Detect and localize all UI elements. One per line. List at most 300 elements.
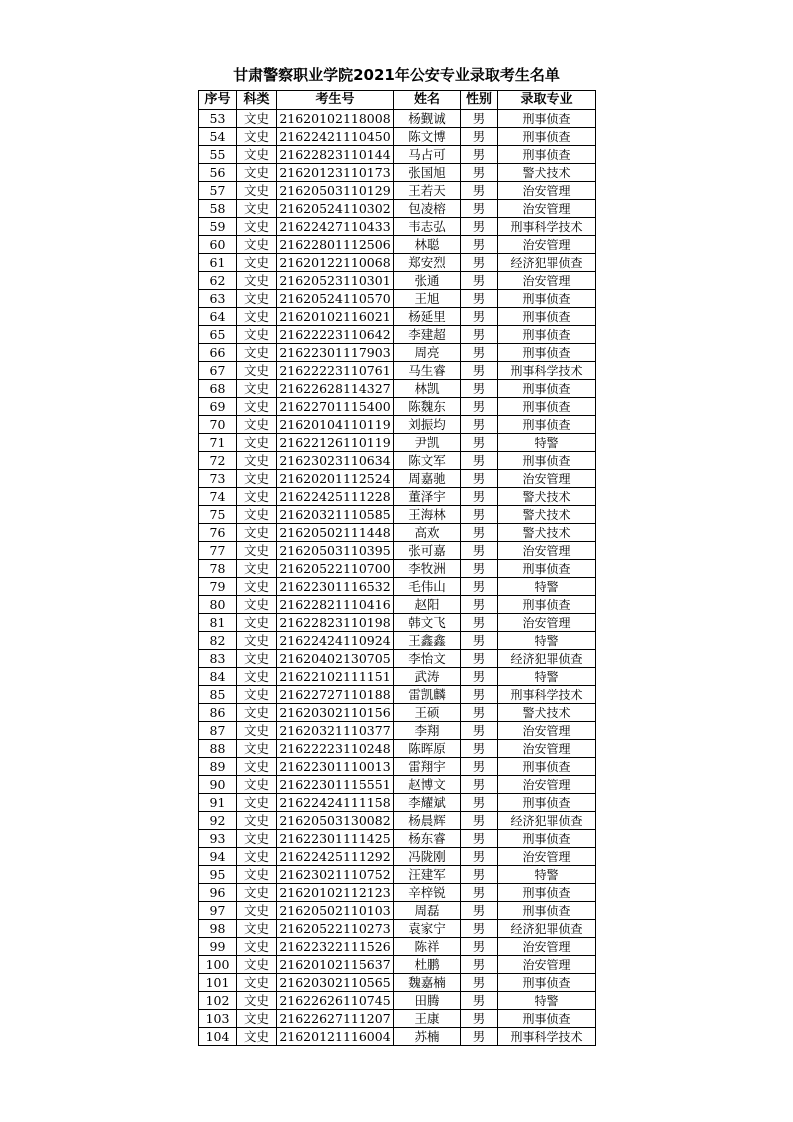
table-row	[199, 560, 596, 578]
row-gender: 男	[461, 560, 498, 578]
row-exam-number: 21622427110433	[277, 218, 394, 236]
row-major: 特警	[498, 866, 596, 884]
row-exam-number: 21620201112524	[277, 470, 394, 488]
row-index: 58	[199, 200, 237, 218]
table-row	[199, 182, 596, 200]
row-major: 刑事侦查	[498, 146, 596, 164]
row-index: 60	[199, 236, 237, 254]
row-index: 53	[199, 110, 237, 128]
row-gender: 男	[461, 452, 498, 470]
row-name: 郑安烈	[394, 254, 461, 272]
row-exam-number: 21622301110013	[277, 758, 394, 776]
row-category: 文史	[237, 110, 277, 128]
row-category: 文史	[237, 146, 277, 164]
row-major: 刑事侦查	[498, 452, 596, 470]
row-gender: 男	[461, 506, 498, 524]
row-category: 文史	[237, 488, 277, 506]
row-exam-number: 21622823110198	[277, 614, 394, 632]
row-gender: 男	[461, 254, 498, 272]
table-row	[199, 146, 596, 164]
row-exam-number: 21620104110119	[277, 416, 394, 434]
row-exam-number: 21620102116021	[277, 308, 394, 326]
admission-table	[198, 90, 596, 1046]
table-row	[199, 164, 596, 182]
row-gender: 男	[461, 812, 498, 830]
row-index: 66	[199, 344, 237, 362]
row-index: 77	[199, 542, 237, 560]
table-row	[199, 956, 596, 974]
row-category: 文史	[237, 614, 277, 632]
row-index: 56	[199, 164, 237, 182]
table-row	[199, 128, 596, 146]
row-index: 82	[199, 632, 237, 650]
row-major: 刑事侦查	[498, 110, 596, 128]
row-name: 张可嘉	[394, 542, 461, 560]
row-gender: 男	[461, 182, 498, 200]
row-exam-number: 21620503110395	[277, 542, 394, 560]
row-major: 刑事侦查	[498, 308, 596, 326]
row-gender: 男	[461, 956, 498, 974]
table-row	[199, 758, 596, 776]
row-gender: 男	[461, 866, 498, 884]
table-row	[199, 362, 596, 380]
row-exam-number: 21620321110585	[277, 506, 394, 524]
row-major: 经济犯罪侦查	[498, 650, 596, 668]
row-major: 刑事科学技术	[498, 218, 596, 236]
table-row	[199, 488, 596, 506]
row-name: 周磊	[394, 902, 461, 920]
row-name: 汪建军	[394, 866, 461, 884]
table-row	[199, 344, 596, 362]
row-major: 治安管理	[498, 938, 596, 956]
row-category: 文史	[237, 794, 277, 812]
table-row	[199, 848, 596, 866]
table-row	[199, 470, 596, 488]
row-gender: 男	[461, 596, 498, 614]
row-major: 治安管理	[498, 956, 596, 974]
row-index: 78	[199, 560, 237, 578]
row-name: 陈晖原	[394, 740, 461, 758]
table-row	[199, 902, 596, 920]
row-major: 刑事侦查	[498, 830, 596, 848]
row-major: 刑事侦查	[498, 560, 596, 578]
row-gender: 男	[461, 902, 498, 920]
row-exam-number: 21620102118008	[277, 110, 394, 128]
table-row	[199, 200, 596, 218]
row-exam-number: 21620302110156	[277, 704, 394, 722]
row-index: 94	[199, 848, 237, 866]
row-gender: 男	[461, 884, 498, 902]
table-row	[199, 830, 596, 848]
row-name: 王硕	[394, 704, 461, 722]
row-major: 刑事侦查	[498, 326, 596, 344]
row-category: 文史	[237, 524, 277, 542]
table-row	[199, 614, 596, 632]
row-gender: 男	[461, 992, 498, 1010]
row-exam-number: 21620102112123	[277, 884, 394, 902]
row-name: 陈魏东	[394, 398, 461, 416]
row-name: 陈文博	[394, 128, 461, 146]
column-header-name: 姓名	[394, 91, 461, 110]
column-header-major: 录取专业	[498, 91, 596, 110]
row-major: 警犬技术	[498, 704, 596, 722]
row-exam-number: 21620321110377	[277, 722, 394, 740]
row-category: 文史	[237, 182, 277, 200]
row-name: 杨晨辉	[394, 812, 461, 830]
row-gender: 男	[461, 416, 498, 434]
row-major: 特警	[498, 992, 596, 1010]
row-index: 102	[199, 992, 237, 1010]
row-index: 74	[199, 488, 237, 506]
row-major: 刑事科学技术	[498, 1028, 596, 1046]
table-row	[199, 254, 596, 272]
row-category: 文史	[237, 884, 277, 902]
row-index: 98	[199, 920, 237, 938]
row-gender: 男	[461, 344, 498, 362]
row-gender: 男	[461, 326, 498, 344]
row-gender: 男	[461, 362, 498, 380]
row-index: 86	[199, 704, 237, 722]
row-exam-number: 21622701115400	[277, 398, 394, 416]
row-exam-number: 21622223110248	[277, 740, 394, 758]
row-index: 54	[199, 128, 237, 146]
row-exam-number: 21622424110924	[277, 632, 394, 650]
row-index: 61	[199, 254, 237, 272]
row-name: 尹凯	[394, 434, 461, 452]
row-exam-number: 21620302110565	[277, 974, 394, 992]
row-exam-number: 21620123110173	[277, 164, 394, 182]
row-name: 陈文军	[394, 452, 461, 470]
row-gender: 男	[461, 740, 498, 758]
row-category: 文史	[237, 740, 277, 758]
row-index: 57	[199, 182, 237, 200]
row-major: 刑事侦查	[498, 416, 596, 434]
table-row	[199, 416, 596, 434]
row-category: 文史	[237, 542, 277, 560]
row-name: 张国旭	[394, 164, 461, 182]
row-index: 63	[199, 290, 237, 308]
table-row	[199, 884, 596, 902]
row-major: 治安管理	[498, 722, 596, 740]
row-category: 文史	[237, 632, 277, 650]
row-category: 文史	[237, 956, 277, 974]
row-exam-number: 21620502110103	[277, 902, 394, 920]
row-name: 包凌榕	[394, 200, 461, 218]
row-gender: 男	[461, 308, 498, 326]
row-gender: 男	[461, 650, 498, 668]
table-row	[199, 380, 596, 398]
row-gender: 男	[461, 848, 498, 866]
row-gender: 男	[461, 128, 498, 146]
table-row	[199, 776, 596, 794]
row-index: 67	[199, 362, 237, 380]
table-row	[199, 1028, 596, 1046]
row-major: 治安管理	[498, 182, 596, 200]
row-gender: 男	[461, 974, 498, 992]
row-name: 杨延里	[394, 308, 461, 326]
row-major: 刑事科学技术	[498, 362, 596, 380]
row-name: 陈祥	[394, 938, 461, 956]
table-row	[199, 920, 596, 938]
row-gender: 男	[461, 380, 498, 398]
row-index: 100	[199, 956, 237, 974]
row-gender: 男	[461, 164, 498, 182]
row-exam-number: 21620402130705	[277, 650, 394, 668]
row-category: 文史	[237, 290, 277, 308]
row-name: 刘振均	[394, 416, 461, 434]
row-name: 高欢	[394, 524, 461, 542]
row-major: 警犬技术	[498, 506, 596, 524]
row-major: 刑事侦查	[498, 884, 596, 902]
row-category: 文史	[237, 902, 277, 920]
row-index: 76	[199, 524, 237, 542]
table-row	[199, 866, 596, 884]
row-name: 李耀斌	[394, 794, 461, 812]
row-category: 文史	[237, 1028, 277, 1046]
row-index: 83	[199, 650, 237, 668]
row-name: 杜鹏	[394, 956, 461, 974]
row-exam-number: 21622425111228	[277, 488, 394, 506]
row-gender: 男	[461, 1028, 498, 1046]
table-row	[199, 110, 596, 128]
row-name: 王旭	[394, 290, 461, 308]
row-name: 李怡文	[394, 650, 461, 668]
row-category: 文史	[237, 380, 277, 398]
row-category: 文史	[237, 236, 277, 254]
table-row	[199, 794, 596, 812]
row-category: 文史	[237, 434, 277, 452]
row-category: 文史	[237, 758, 277, 776]
row-name: 林凯	[394, 380, 461, 398]
row-index: 79	[199, 578, 237, 596]
row-category: 文史	[237, 704, 277, 722]
table-row	[199, 704, 596, 722]
row-name: 张通	[394, 272, 461, 290]
row-major: 特警	[498, 578, 596, 596]
table-row	[199, 812, 596, 830]
row-index: 72	[199, 452, 237, 470]
row-index: 64	[199, 308, 237, 326]
row-exam-number: 21622801112506	[277, 236, 394, 254]
row-index: 101	[199, 974, 237, 992]
row-name: 王海林	[394, 506, 461, 524]
row-major: 特警	[498, 668, 596, 686]
row-name: 董泽宇	[394, 488, 461, 506]
row-index: 59	[199, 218, 237, 236]
table-row	[199, 596, 596, 614]
row-major: 警犬技术	[498, 164, 596, 182]
row-name: 苏楠	[394, 1028, 461, 1046]
row-gender: 男	[461, 830, 498, 848]
row-index: 93	[199, 830, 237, 848]
column-header-category: 科类	[237, 91, 277, 110]
row-index: 104	[199, 1028, 237, 1046]
row-category: 文史	[237, 272, 277, 290]
row-name: 韦志弘	[394, 218, 461, 236]
row-exam-number: 21622424111158	[277, 794, 394, 812]
row-major: 刑事侦查	[498, 398, 596, 416]
row-index: 81	[199, 614, 237, 632]
table-row	[199, 326, 596, 344]
row-major: 刑事侦查	[498, 902, 596, 920]
row-name: 马生睿	[394, 362, 461, 380]
row-exam-number: 21620524110302	[277, 200, 394, 218]
table-row	[199, 452, 596, 470]
row-exam-number: 21622821110416	[277, 596, 394, 614]
row-exam-number: 21622126110119	[277, 434, 394, 452]
column-header-gender: 性别	[461, 91, 498, 110]
row-gender: 男	[461, 668, 498, 686]
row-category: 文史	[237, 326, 277, 344]
row-major: 刑事侦查	[498, 1010, 596, 1028]
row-major: 特警	[498, 434, 596, 452]
row-major: 刑事侦查	[498, 974, 596, 992]
row-gender: 男	[461, 218, 498, 236]
row-exam-number: 21620121116004	[277, 1028, 394, 1046]
row-exam-number: 21620503110129	[277, 182, 394, 200]
table-body	[199, 110, 596, 1046]
row-category: 文史	[237, 308, 277, 326]
row-name: 袁家宁	[394, 920, 461, 938]
row-index: 95	[199, 866, 237, 884]
row-name: 田腾	[394, 992, 461, 1010]
row-category: 文史	[237, 470, 277, 488]
row-major: 经济犯罪侦查	[498, 920, 596, 938]
row-exam-number: 21622628114327	[277, 380, 394, 398]
row-category: 文史	[237, 974, 277, 992]
row-major: 治安管理	[498, 776, 596, 794]
row-gender: 男	[461, 938, 498, 956]
row-exam-number: 21622421110450	[277, 128, 394, 146]
row-index: 73	[199, 470, 237, 488]
row-gender: 男	[461, 290, 498, 308]
row-major: 治安管理	[498, 740, 596, 758]
row-name: 马占可	[394, 146, 461, 164]
row-exam-number: 21620524110570	[277, 290, 394, 308]
row-gender: 男	[461, 542, 498, 560]
row-index: 96	[199, 884, 237, 902]
row-exam-number: 21622626110745	[277, 992, 394, 1010]
row-major: 刑事侦查	[498, 758, 596, 776]
row-major: 治安管理	[498, 236, 596, 254]
row-exam-number: 21622627111207	[277, 1010, 394, 1028]
row-category: 文史	[237, 128, 277, 146]
row-index: 88	[199, 740, 237, 758]
row-exam-number: 21622322111526	[277, 938, 394, 956]
row-exam-number: 21620523110301	[277, 272, 394, 290]
row-major: 警犬技术	[498, 524, 596, 542]
row-exam-number: 21620522110700	[277, 560, 394, 578]
row-category: 文史	[237, 398, 277, 416]
row-index: 97	[199, 902, 237, 920]
row-major: 治安管理	[498, 848, 596, 866]
table-row	[199, 686, 596, 704]
table-row	[199, 722, 596, 740]
row-category: 文史	[237, 830, 277, 848]
row-index: 68	[199, 380, 237, 398]
row-exam-number: 21622301115551	[277, 776, 394, 794]
row-index: 62	[199, 272, 237, 290]
row-index: 89	[199, 758, 237, 776]
row-index: 91	[199, 794, 237, 812]
row-major: 治安管理	[498, 200, 596, 218]
row-name: 雷翔宇	[394, 758, 461, 776]
row-index: 80	[199, 596, 237, 614]
row-gender: 男	[461, 272, 498, 290]
table-row	[199, 272, 596, 290]
column-header-index: 序号	[199, 91, 237, 110]
row-major: 刑事侦查	[498, 380, 596, 398]
row-name: 武涛	[394, 668, 461, 686]
row-category: 文史	[237, 1010, 277, 1028]
row-exam-number: 21622223110761	[277, 362, 394, 380]
row-index: 85	[199, 686, 237, 704]
row-name: 李建超	[394, 326, 461, 344]
row-major: 刑事科学技术	[498, 686, 596, 704]
row-exam-number: 21623023110634	[277, 452, 394, 470]
row-major: 治安管理	[498, 614, 596, 632]
row-category: 文史	[237, 812, 277, 830]
table-row	[199, 290, 596, 308]
column-header-exam-number: 考生号	[277, 91, 394, 110]
row-gender: 男	[461, 920, 498, 938]
row-category: 文史	[237, 920, 277, 938]
table-row	[199, 524, 596, 542]
row-gender: 男	[461, 794, 498, 812]
table-row	[199, 938, 596, 956]
row-exam-number: 21622727110188	[277, 686, 394, 704]
row-major: 特警	[498, 632, 596, 650]
row-index: 75	[199, 506, 237, 524]
row-major: 刑事侦查	[498, 794, 596, 812]
row-major: 刑事侦查	[498, 290, 596, 308]
row-exam-number: 21620522110273	[277, 920, 394, 938]
row-major: 刑事侦查	[498, 596, 596, 614]
row-major: 警犬技术	[498, 488, 596, 506]
row-major: 经济犯罪侦查	[498, 812, 596, 830]
row-gender: 男	[461, 704, 498, 722]
row-category: 文史	[237, 722, 277, 740]
row-category: 文史	[237, 938, 277, 956]
row-index: 103	[199, 1010, 237, 1028]
row-index: 92	[199, 812, 237, 830]
row-category: 文史	[237, 578, 277, 596]
row-name: 毛伟山	[394, 578, 461, 596]
row-gender: 男	[461, 722, 498, 740]
row-category: 文史	[237, 776, 277, 794]
table-row	[199, 434, 596, 452]
row-gender: 男	[461, 236, 498, 254]
row-category: 文史	[237, 848, 277, 866]
row-name: 周嘉驰	[394, 470, 461, 488]
row-gender: 男	[461, 470, 498, 488]
row-exam-number: 21622301117903	[277, 344, 394, 362]
row-name: 林聪	[394, 236, 461, 254]
row-exam-number: 21622301116532	[277, 578, 394, 596]
table-row	[199, 542, 596, 560]
row-category: 文史	[237, 686, 277, 704]
row-name: 王鑫鑫	[394, 632, 461, 650]
table-row	[199, 1010, 596, 1028]
row-exam-number: 21622425111292	[277, 848, 394, 866]
row-category: 文史	[237, 344, 277, 362]
row-category: 文史	[237, 596, 277, 614]
row-exam-number: 21623021110752	[277, 866, 394, 884]
row-name: 雷凯麟	[394, 686, 461, 704]
row-category: 文史	[237, 650, 277, 668]
table-row	[199, 668, 596, 686]
row-gender: 男	[461, 776, 498, 794]
